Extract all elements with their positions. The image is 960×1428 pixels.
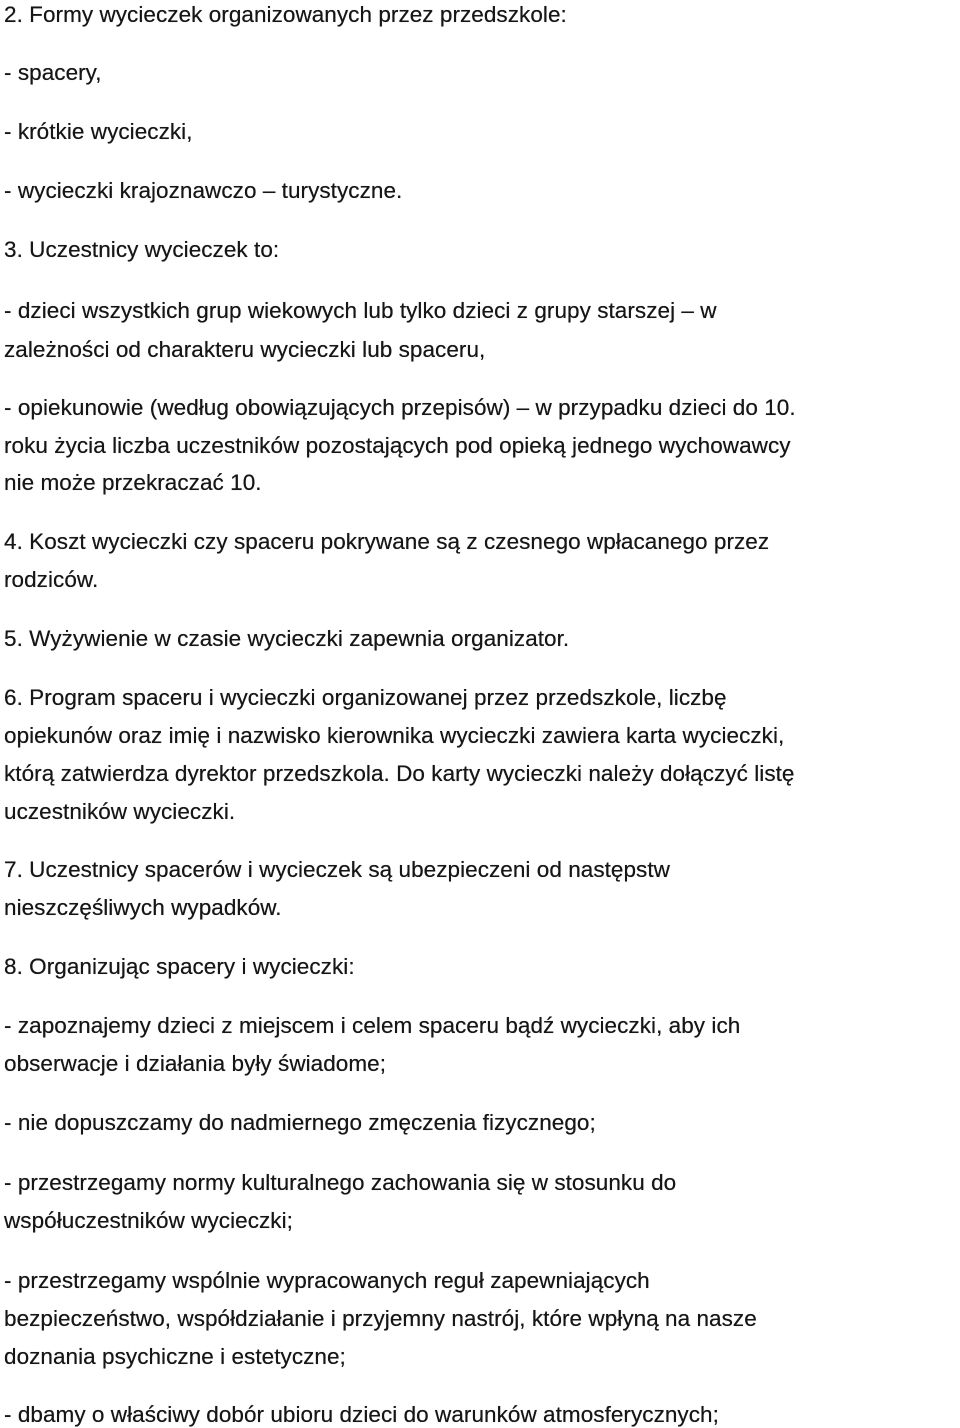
- text-line: - przestrzegamy normy kulturalnego zachowania się w stosunku do: [4, 1170, 677, 1195]
- text-line: 4. Koszt wycieczki czy spaceru pokrywane są z czesnego wpłacanego przez: [4, 529, 770, 554]
- text-line: nieszczęśliwych wypadków.: [4, 895, 282, 920]
- text-line: 8. Organizując spacery i wycieczki:: [4, 954, 355, 979]
- text-line: współuczestników wycieczki;: [4, 1208, 293, 1233]
- text-line: - krótkie wycieczki,: [4, 119, 193, 144]
- text-line: - przestrzegamy wspólnie wypracowanych reguł zapewniających: [4, 1268, 650, 1293]
- text-line: - spacery,: [4, 60, 102, 85]
- text-line: doznania psychiczne i estetyczne;: [4, 1344, 346, 1369]
- text-line: 3. Uczestnicy wycieczek to:: [4, 237, 280, 262]
- text-line: opiekunów oraz imię i nazwisko kierownika wycieczki zawiera karta wycieczki,: [4, 723, 785, 748]
- text-line: obserwacje i działania były świadome;: [4, 1051, 387, 1076]
- text-line: którą zatwierdza dyrektor przedszkola. Do karty wycieczki należy dołączyć listę: [4, 761, 795, 786]
- text-line: 7. Uczestnicy spacerów i wycieczek są ubezpieczeni od następstw: [4, 857, 670, 882]
- text-line: bezpieczeństwo, współdziałanie i przyjemny nastrój, które wpłyną na nasze: [4, 1306, 757, 1331]
- text-line: 5. Wyżywienie w czasie wycieczki zapewnia organizator.: [4, 626, 570, 651]
- text-line: nie może przekraczać 10.: [4, 470, 262, 495]
- text-line: rodziców.: [4, 567, 99, 592]
- text-line: - zapoznajemy dzieci z miejscem i celem spaceru bądź wycieczki, aby ich: [4, 1013, 741, 1038]
- text-line: 6. Program spaceru i wycieczki organizowanej przez przedszkole, liczbę: [4, 685, 727, 710]
- text-line: 2. Formy wycieczek organizowanych przez przedszkole:: [4, 2, 567, 27]
- text-line: roku życia liczba uczestników pozostających pod opieką jednego wychowawcy: [4, 433, 791, 458]
- text-line: uczestników wycieczki.: [4, 799, 236, 824]
- text-line: zależności od charakteru wycieczki lub spaceru,: [4, 337, 486, 362]
- text-line: - wycieczki krajoznawczo – turystyczne.: [4, 178, 403, 203]
- text-line: - nie dopuszczamy do nadmiernego zmęczenia fizycznego;: [4, 1110, 596, 1135]
- text-line: - dzieci wszystkich grup wiekowych lub tylko dzieci z grupy starszej – w: [4, 298, 717, 323]
- text-line: - dbamy o właściwy dobór ubioru dzieci do warunków atmosferycznych;: [4, 1402, 719, 1427]
- text-line: - opiekunowie (według obowiązujących przepisów) – w przypadku dzieci do 10.: [4, 395, 796, 420]
